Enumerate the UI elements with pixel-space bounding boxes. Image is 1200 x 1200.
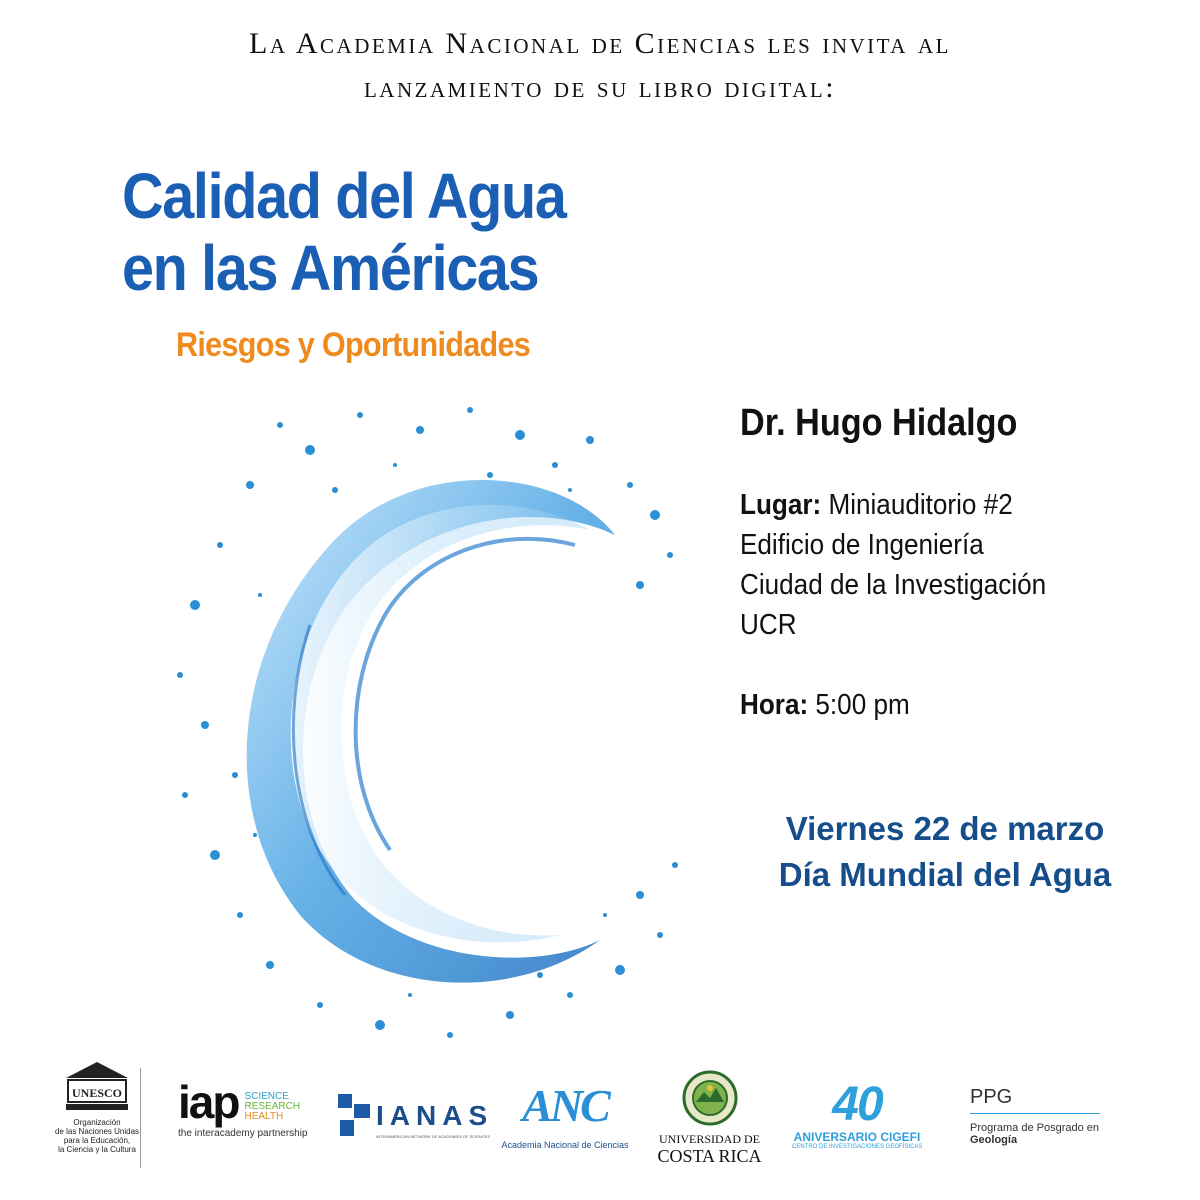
header-line-1: La Academia Nacional de Ciencias les invita al (249, 27, 951, 60)
ucr-logo (652, 1070, 767, 1165)
ppg-logo (970, 1086, 1110, 1146)
place-line-2: Edificio de Ingeniería (740, 529, 984, 561)
place-line-1 (740, 485, 1046, 525)
cigefi-logo (792, 1080, 922, 1150)
event-details (740, 485, 1046, 725)
time-value: 5:00 pm (815, 689, 910, 721)
header-line-2: lanzamiento de su libro digital: (363, 71, 837, 104)
cigefi-line-1: ANIVERSARIO CIGEFI (793, 1130, 921, 1144)
place-value-1: Miniauditorio #2 (828, 489, 1013, 521)
ianas-wordmark: IANAS (376, 1100, 494, 1131)
cigefi-number: 40 (832, 1078, 882, 1131)
time-label: Hora: (740, 689, 809, 721)
unesco-logo (52, 1060, 142, 1154)
unesco-caption: Organización de las Naciones Unidas para la Educación, la Ciencia y la Cultura (54, 1118, 140, 1154)
event-date (730, 806, 1160, 898)
book-title (122, 160, 566, 304)
speaker-name: Dr. Hugo Hidalgo (740, 402, 1018, 444)
ppg-line-1: Programa de Posgrado en (970, 1122, 1100, 1134)
ucr-seal-icon (682, 1070, 738, 1126)
date-line-1: Viernes 22 de marzo (785, 810, 1105, 847)
place-label: Lugar: (740, 489, 822, 521)
ianas-mark-icon (338, 1094, 372, 1138)
ucr-line-1: UNIVERSIDAD DE (659, 1132, 760, 1146)
unesco-wordmark: UNESCO (71, 1086, 123, 1100)
invitation-header (0, 22, 1200, 110)
place-line-3: Ciudad de la Investigación (740, 569, 1047, 601)
time-line (740, 685, 1046, 725)
water-splash-c-illustration (160, 395, 700, 1045)
ianas-logo (338, 1094, 494, 1139)
ucr-line-2: COSTA RICA (657, 1146, 762, 1166)
date-line-2: Día Mundial del Agua (778, 856, 1112, 893)
place-line-4: UCR (740, 609, 797, 641)
ianas-tagline: INTERAMERICAN NETWORK OF ACADEMIES OF SCIENCES (376, 1134, 491, 1139)
ppg-rule (970, 1113, 1100, 1114)
book-title-line-2: en las Américas (122, 232, 539, 304)
anc-caption: Academia Nacional de Ciencias (501, 1140, 629, 1150)
ppg-wordmark: PPG (970, 1086, 1013, 1108)
iap-logo: iap SCIENCE RESEARCH HEALTH the interacademy partnership (178, 1082, 318, 1139)
unesco-divider (140, 1068, 141, 1168)
book-subtitle: Riesgos y Oportunidades (176, 326, 531, 364)
iap-wordmark: iap (178, 1076, 239, 1128)
sponsor-logos (0, 1060, 1200, 1180)
book-title-line-1: Calidad del Agua (122, 160, 566, 232)
cigefi-line-2: CENTRO DE INVESTIGACIONES GEOFÍSICAS (792, 1144, 923, 1150)
anc-wordmark: ANC (522, 1080, 608, 1131)
ppg-line-2: Geología (970, 1134, 1018, 1146)
anc-logo (495, 1082, 635, 1150)
unesco-temple-icon (62, 1060, 132, 1112)
iap-tagline: the interacademy partnership (178, 1128, 308, 1139)
